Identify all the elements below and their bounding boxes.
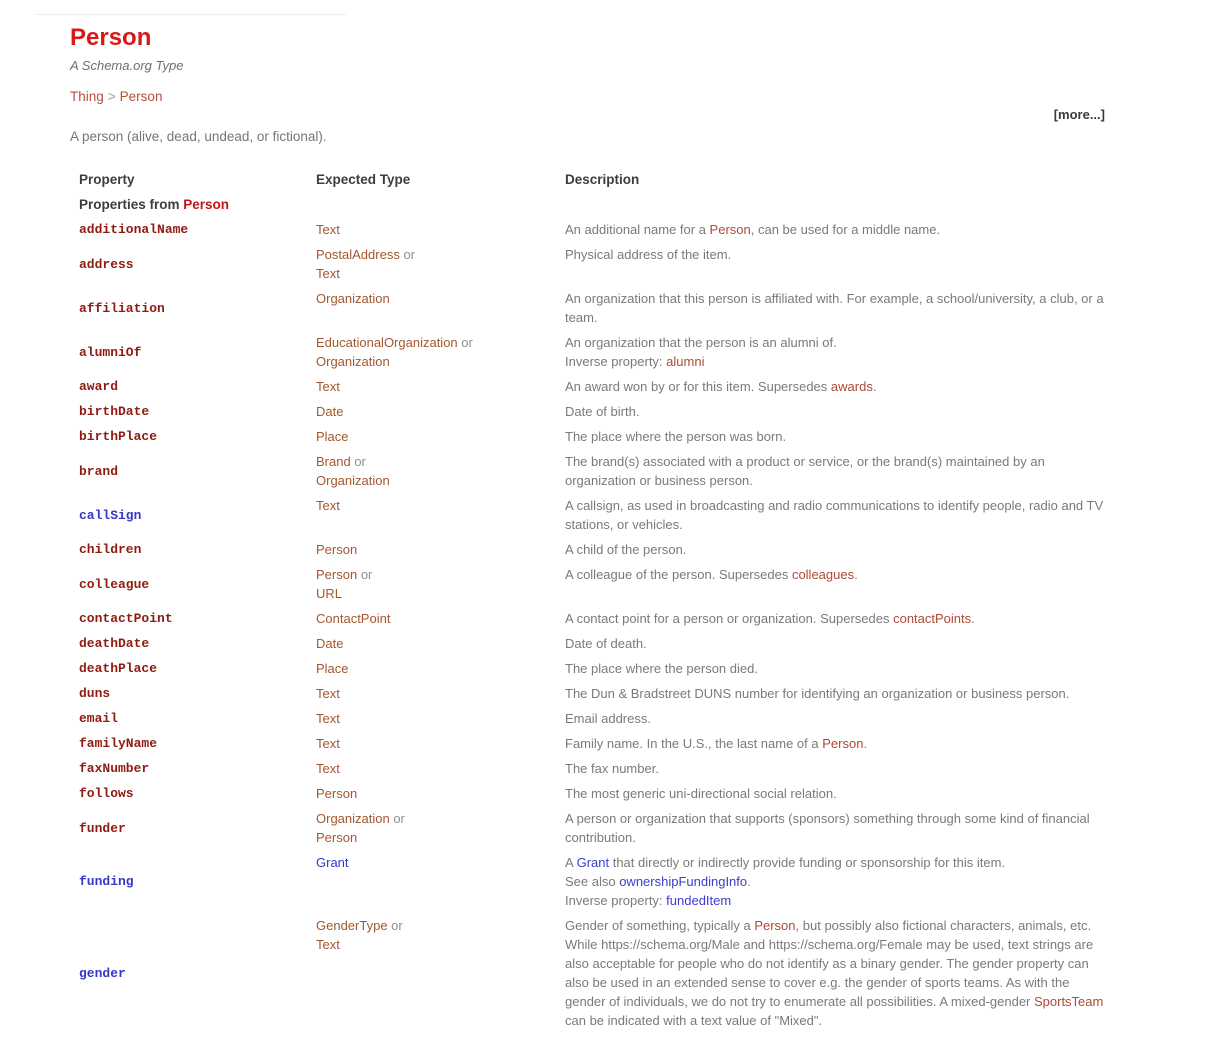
desc-text: that directly or indirectly provide funding or sponsorship for this item. <box>609 855 1006 870</box>
property-cell <box>70 572 316 597</box>
property-cell <box>70 252 316 277</box>
expected-type-cell <box>316 242 565 286</box>
type-link[interactable]: Person <box>316 567 358 582</box>
type-link[interactable]: Grant <box>316 855 349 870</box>
type-link[interactable]: Person <box>316 786 358 801</box>
expected-type-cell <box>316 913 565 1033</box>
type-link[interactable]: Place <box>316 429 349 444</box>
desc-text: A <box>565 855 577 870</box>
property-cell <box>70 340 316 365</box>
desc-text: The fax number. <box>565 761 659 776</box>
desc-link[interactable]: contactPoints <box>893 611 972 626</box>
property-cell <box>70 459 316 484</box>
desc-text: Date of death. <box>565 636 647 651</box>
group-heading <box>70 192 1105 217</box>
desc-text: . <box>971 611 975 626</box>
desc-text: A contact point for a person or organization. Supersedes <box>565 611 894 626</box>
expected-type-cell <box>316 424 565 449</box>
or-text: or <box>357 567 373 582</box>
property-link-address[interactable]: address <box>79 256 134 272</box>
desc-text: Inverse property: <box>565 354 667 369</box>
desc-text: The Dun & Bradstreet DUNS number for identifying an organization or business person. <box>565 686 1070 701</box>
expected-type-cell <box>316 374 565 399</box>
page-title: Person <box>70 24 152 51</box>
breadcrumb-separator: > <box>107 89 116 104</box>
desc-text: An additional name for a <box>565 222 710 237</box>
description-cell <box>565 606 1105 631</box>
property-cell <box>70 537 316 562</box>
property-cell <box>70 656 316 681</box>
property-link-alumniOf[interactable]: alumniOf <box>79 344 142 360</box>
type-description: A person (alive, dead, undead, or fictional). <box>70 129 327 144</box>
property-link-contactPoint[interactable]: contactPoint <box>79 611 173 626</box>
property-cell <box>70 681 316 706</box>
property-link-children[interactable]: children <box>79 542 142 557</box>
expected-type-cell <box>316 493 565 537</box>
type-link[interactable]: Person <box>316 830 358 845</box>
type-link[interactable]: Organization <box>316 291 390 306</box>
type-link[interactable]: Date <box>316 404 344 419</box>
or-text: or <box>457 335 473 350</box>
property-link-funder[interactable]: funder <box>79 820 126 836</box>
expected-type-cell <box>316 681 565 706</box>
expected-type-cell <box>316 631 565 656</box>
properties-table <box>70 167 1105 1033</box>
type-link[interactable]: Text <box>316 711 340 726</box>
type-link[interactable]: Person <box>316 542 358 557</box>
property-cell <box>70 781 316 806</box>
property-cell <box>70 217 316 242</box>
desc-text: The most generic uni-directional social relation. <box>565 786 837 801</box>
desc-text: , can be used for a middle name. <box>750 222 941 237</box>
breadcrumb-link-thing[interactable]: Thing <box>70 89 104 104</box>
description-cell <box>565 537 1105 562</box>
property-link-funding[interactable]: funding <box>79 874 134 889</box>
desc-link[interactable]: awards <box>830 379 873 394</box>
expected-type-cell <box>316 706 565 731</box>
top-divider <box>36 14 346 15</box>
property-cell <box>70 961 316 986</box>
description-cell <box>565 449 1105 493</box>
expected-type-cell <box>316 756 565 781</box>
type-link[interactable]: Date <box>316 636 344 651</box>
property-link-email[interactable]: email <box>79 711 119 726</box>
more-link[interactable]: [more...] <box>1053 107 1105 122</box>
description-cell <box>565 493 1105 537</box>
type-link[interactable]: Text <box>316 761 340 776</box>
property-link-deathDate[interactable]: deathDate <box>79 636 150 651</box>
desc-link[interactable]: colleagues <box>791 567 855 582</box>
column-header-description: Description <box>565 172 640 187</box>
property-link-birthPlace[interactable]: birthPlace <box>79 429 158 444</box>
desc-text: The brand(s) associated with a product or service, or the brand(s) maintained by an organization or business person. <box>565 454 1045 488</box>
property-cell <box>70 606 316 631</box>
desc-text: A callsign, as used in broadcasting and radio communications to identify people, radio and TV stations, or vehicles. <box>565 498 1104 532</box>
description-cell <box>565 731 1105 756</box>
property-link-affiliation[interactable]: affiliation <box>79 300 165 316</box>
type-link[interactable]: Text <box>316 937 340 952</box>
column-header-property: Property <box>79 172 135 187</box>
property-link-familyName[interactable]: familyName <box>79 736 158 751</box>
desc-link[interactable]: Person <box>754 918 796 933</box>
property-link-additionalName[interactable]: additionalName <box>79 222 189 237</box>
expected-type-cell <box>316 562 565 606</box>
desc-text: . <box>872 379 877 394</box>
desc-link[interactable]: Person <box>822 736 864 751</box>
expected-type-cell <box>316 850 565 913</box>
desc-link[interactable]: ownershipFundingInfo <box>619 874 748 889</box>
expected-type-cell <box>316 656 565 681</box>
type-link[interactable]: Text <box>316 379 340 394</box>
desc-text: A child of the person. <box>565 542 687 557</box>
or-text: or <box>387 918 403 933</box>
property-cell <box>70 631 316 656</box>
property-cell <box>70 424 316 449</box>
property-cell <box>70 374 316 399</box>
group-heading-prefix: Properties from <box>79 197 184 212</box>
description-cell <box>565 286 1105 330</box>
expected-type-cell <box>316 606 565 631</box>
desc-text: can be indicated with a text value of "Mixed". <box>565 1013 823 1028</box>
property-cell <box>70 756 316 781</box>
column-header-expected-type: Expected Type <box>316 172 411 187</box>
description-cell <box>565 399 1105 424</box>
property-link-duns[interactable]: duns <box>79 686 111 701</box>
desc-text: . <box>863 736 868 751</box>
page-subtitle: A Schema.org Type <box>70 58 184 73</box>
desc-text: The place where the person died. <box>565 661 758 676</box>
property-link-deathPlace[interactable]: deathPlace <box>79 661 158 676</box>
desc-text: . <box>854 567 858 582</box>
desc-text: . <box>747 874 751 889</box>
property-cell <box>70 816 316 841</box>
description-cell <box>565 681 1105 706</box>
expected-type-cell <box>316 449 565 493</box>
type-link[interactable]: Brand <box>316 454 351 469</box>
type-link[interactable]: Text <box>316 222 340 237</box>
desc-text: An organization that the person is an alumni of. <box>565 335 837 350</box>
type-link[interactable]: GenderType <box>316 918 388 933</box>
desc-text: Physical address of the item. <box>565 247 732 262</box>
description-cell <box>565 806 1105 850</box>
desc-link[interactable]: SportsTeam <box>1033 994 1104 1009</box>
description-cell <box>565 424 1105 449</box>
main-content <box>70 24 1105 1033</box>
type-link[interactable]: Place <box>316 661 349 676</box>
desc-text: An award won by or for this item. Supersedes <box>565 379 831 394</box>
description-cell <box>565 781 1105 806</box>
desc-text: A colleague of the person. Supersedes <box>565 567 792 582</box>
expected-type-cell <box>316 781 565 806</box>
description-cell <box>565 756 1105 781</box>
type-link[interactable]: Organization <box>316 354 390 369</box>
expected-type-cell <box>316 330 565 374</box>
property-cell <box>70 296 316 321</box>
type-link[interactable]: Text <box>316 266 340 281</box>
expected-type-cell <box>316 806 565 850</box>
property-cell <box>70 731 316 756</box>
or-text: or <box>399 247 415 262</box>
desc-text: See also <box>565 874 620 889</box>
property-cell <box>70 869 316 894</box>
group-heading-type-link[interactable]: Person <box>183 197 230 212</box>
type-link[interactable]: Text <box>316 686 340 701</box>
breadcrumb-link-person[interactable]: Person <box>119 89 163 104</box>
type-link[interactable]: Organization <box>316 811 390 826</box>
expected-type-cell <box>316 731 565 756</box>
expected-type-cell <box>316 217 565 242</box>
desc-text: The place where the person was born. <box>565 429 787 444</box>
property-cell <box>70 399 316 424</box>
property-link-callSign[interactable]: callSign <box>79 507 142 523</box>
desc-text: , but possibly also fictional characters, animals, etc. While https://schema.org/Male and https://schema.org/Female may be used, text strings are also acceptable for people who do not identify as a binary gender. The gender property can also be used in an extended sense to cover e.g. the gender of sports teams. As with the gender of individuals, we do not try to enumerate all possibilities. A mixed-gender <box>565 918 1094 1009</box>
description-cell <box>565 706 1105 731</box>
description-cell <box>565 656 1105 681</box>
desc-link[interactable]: Grant <box>576 855 610 870</box>
breadcrumb <box>70 88 1105 105</box>
property-link-gender[interactable]: gender <box>79 965 126 981</box>
type-link[interactable]: EducationalOrganization <box>316 335 458 350</box>
expected-type-cell <box>316 286 565 330</box>
description-cell <box>565 562 1105 606</box>
desc-link[interactable]: Person <box>709 222 751 237</box>
desc-text: An organization that this person is affiliated with. For example, a school/university, a club, or a team. <box>565 291 1104 325</box>
desc-text: A person or organization that supports (sponsors) something through some kind of financial contribution. <box>565 811 1090 845</box>
description-cell <box>565 374 1105 399</box>
property-link-colleague[interactable]: colleague <box>79 576 150 592</box>
type-link[interactable]: ContactPoint <box>316 611 391 626</box>
more-row <box>70 106 1105 124</box>
expected-type-cell <box>316 399 565 424</box>
desc-text: Inverse property: <box>565 893 667 908</box>
property-link-brand[interactable]: brand <box>79 463 119 479</box>
description-cell <box>565 242 1105 286</box>
property-link-follows[interactable]: follows <box>79 786 134 801</box>
or-text: or <box>389 811 405 826</box>
expected-type-cell <box>316 537 565 562</box>
description-cell <box>565 913 1105 1033</box>
desc-link[interactable]: fundedItem <box>666 893 732 908</box>
description-cell <box>565 330 1105 374</box>
property-link-award[interactable]: award <box>79 379 119 394</box>
description-cell <box>565 217 1105 242</box>
property-link-birthDate[interactable]: birthDate <box>79 404 150 419</box>
description-cell <box>565 631 1105 656</box>
type-link[interactable]: Text <box>316 736 340 751</box>
desc-text: Family name. In the U.S., the last name of a <box>565 736 823 751</box>
type-link[interactable]: Text <box>316 498 340 513</box>
property-cell <box>70 706 316 731</box>
desc-text: Gender of something, typically a <box>565 918 755 933</box>
desc-text: Date of birth. <box>565 404 640 419</box>
type-link[interactable]: PostalAddress <box>316 247 400 262</box>
type-link[interactable]: URL <box>316 586 343 601</box>
description-cell <box>565 850 1105 913</box>
desc-link[interactable]: alumni <box>666 354 705 369</box>
property-cell <box>70 503 316 528</box>
or-text: or <box>350 454 366 469</box>
property-link-faxNumber[interactable]: faxNumber <box>79 761 150 776</box>
type-link[interactable]: Organization <box>316 473 390 488</box>
desc-text: Email address. <box>565 711 651 726</box>
